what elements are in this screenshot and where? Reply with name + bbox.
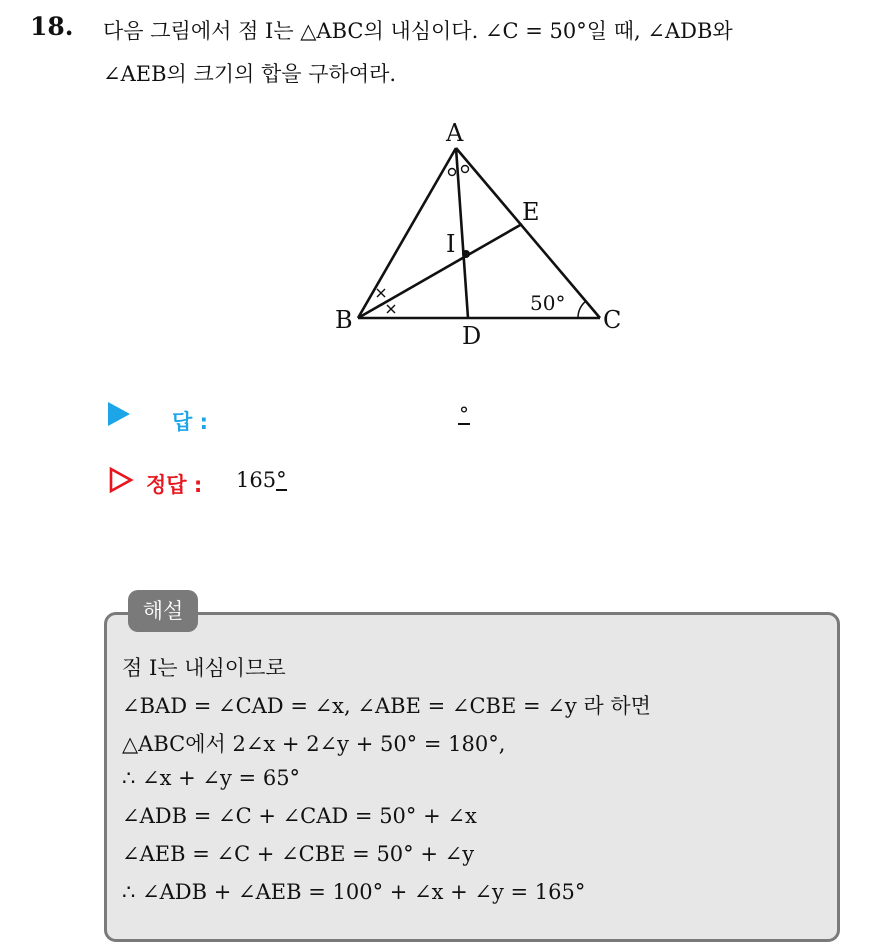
- bisector-be: [358, 224, 522, 318]
- correct-answer-number: 165: [236, 468, 277, 492]
- answer-blank[interactable]: [458, 402, 470, 426]
- label-b: B: [335, 306, 353, 334]
- question-text-line-2: ∠AEB의 크기의 합을 구하여라.: [103, 62, 397, 86]
- side-ab: [358, 148, 456, 318]
- filled-triangle-icon: [108, 402, 130, 426]
- explanation-line: ∠BAD = ∠CAD = ∠x, ∠ABE = ∠CBE = ∠y 라 하면: [122, 694, 651, 718]
- explanation-line: ∠AEB = ∠C + ∠CBE = 50° + ∠y: [122, 842, 475, 866]
- side-ac: [456, 148, 600, 318]
- triangle-figure: [330, 112, 630, 357]
- explanation-tab: 해설: [128, 590, 198, 632]
- correct-answer-unit: °: [276, 468, 287, 492]
- angle-arc-c: [578, 301, 586, 318]
- answer-label: 답 :: [172, 410, 208, 434]
- angle-mark-a1: [449, 169, 456, 176]
- label-d: D: [462, 322, 482, 350]
- label-angle-c: 50°: [530, 291, 566, 315]
- label-e: E: [522, 198, 540, 226]
- question-number: 18.: [30, 12, 74, 41]
- angle-mark-a2: [462, 166, 469, 173]
- label-c: C: [603, 306, 622, 334]
- label-a: A: [446, 119, 464, 147]
- answer-row: [108, 402, 469, 434]
- explanation-line: ∴ ∠ADB + ∠AEB = 100° + ∠x + ∠y = 165°: [122, 880, 586, 904]
- answer-unit: °: [459, 402, 469, 426]
- label-i: I: [446, 230, 456, 258]
- question-text-line-1: 다음 그림에서 점 I는 △ABC의 내심이다. ∠C = 50°일 때, ∠ADB와: [103, 19, 733, 43]
- explanation-line: 점 I는 내심이므로: [122, 656, 286, 680]
- explanation-line: △ABC에서 2∠x + 2∠y + 50° = 180°,: [122, 732, 506, 756]
- outline-triangle-icon: [108, 467, 134, 493]
- incenter-dot: [462, 250, 470, 258]
- correct-answer-value: [236, 468, 287, 492]
- explanation-line: ∠ADB = ∠C + ∠CAD = 50° + ∠x: [122, 804, 477, 828]
- bisector-ad: [456, 148, 468, 318]
- explanation-line: ∴ ∠x + ∠y = 65°: [122, 766, 301, 790]
- correct-answer-label: 정답 :: [146, 473, 203, 497]
- angle-mark-b2: [387, 305, 395, 313]
- angle-mark-b1: [377, 289, 385, 297]
